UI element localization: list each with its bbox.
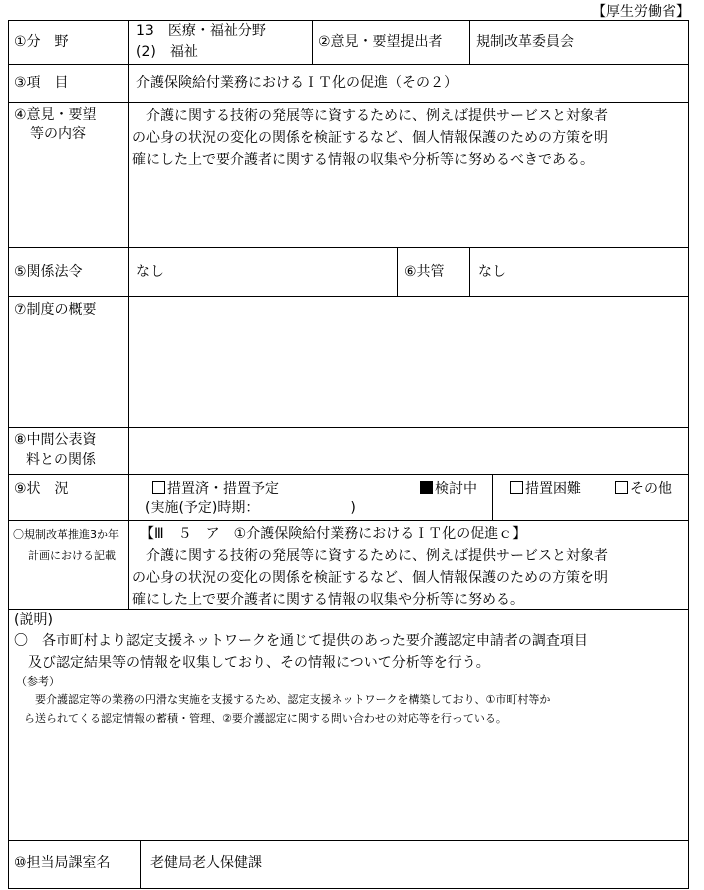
checkbox-filled-icon[interactable]: [420, 481, 433, 494]
plan-line: 確にした上で要介護者に関する情報の収集や分析等に努める。: [132, 592, 524, 608]
interim-label-line1: ⑧中間公表資: [14, 432, 97, 448]
status-option-done-label: 措置済・措置予定: [167, 481, 279, 497]
checkbox-empty-icon[interactable]: [615, 481, 628, 494]
ministry-tag: 【厚生労働省】: [592, 4, 690, 20]
request-content: [132, 105, 688, 171]
request-label-line1: ④意見・要望: [14, 107, 97, 123]
item-label: ③項 目: [14, 75, 69, 91]
plan-label-line2: 計画における記載: [28, 549, 116, 562]
bureau-label: ⑩担当局課室名: [14, 855, 111, 871]
status-option-difficult[interactable]: [510, 481, 581, 498]
status-option-review[interactable]: [420, 481, 477, 498]
explanation-line: 〇 各市町村より認定支援ネットワークを通じて提供のあった要介護認定申請者の調査項目: [14, 633, 588, 649]
plan-heading: 【Ⅲ ５ ア ①介護保険給付業務におけるＩＴ化の促進ｃ】: [140, 526, 527, 542]
request-line: の心身の状況の変化の関係を検証するなど、個人情報保護のための方策を明: [132, 130, 608, 146]
plan-line: の心身の状況の変化の関係を検証するなど、個人情報保護のための方策を明: [132, 570, 608, 586]
submitter-value: 規制改革委員会: [476, 34, 574, 50]
checkbox-empty-icon[interactable]: [510, 481, 523, 494]
request-line: 確にした上で要介護者に関する情報の収集や分析等に努めるべきである。: [132, 152, 594, 168]
status-option-difficult-label: 措置困難: [525, 481, 581, 497]
law-value: なし: [136, 264, 164, 280]
bureau-value: 老健局老人保健課: [150, 855, 262, 871]
field-value-line2: (2) 福祉: [136, 44, 198, 60]
status-option-review-label: 検討中: [435, 481, 477, 497]
overview-label: ⑦制度の概要: [14, 302, 97, 318]
interim-label-line2: 料との関係: [26, 452, 96, 468]
plan-line: 介護に関する技術の発展等に資するために、例えば提供サービスと対象者: [132, 548, 608, 564]
plan-content: [132, 545, 688, 611]
checkbox-empty-icon[interactable]: [152, 481, 165, 494]
field-label: ①分 野: [14, 34, 69, 50]
submitter-label: ②意見・要望提出者: [318, 34, 443, 50]
explanation-heading: (説明): [14, 612, 53, 628]
status-option-other-label: その他: [630, 481, 672, 497]
reference-line: 要介護認定等の業務の円滑な実施を支援するため、認定支援ネットワークを構築しており、①市町村等か: [24, 693, 551, 706]
status-label: ⑨状 況: [14, 481, 69, 497]
field-value-line1: 13 医療・福祉分野: [136, 23, 266, 39]
joint-value: なし: [478, 264, 506, 280]
law-label: ⑤関係法令: [14, 264, 83, 280]
status-option-other[interactable]: [615, 481, 672, 498]
status-timing: (実施(予定)時期： ): [145, 500, 356, 516]
explanation-content: [14, 630, 688, 674]
reference-line: ら送られてくる認定情報の蓄積・管理、②要介護認定に関する問い合わせの対応等を行っている。: [24, 712, 507, 725]
status-option-done[interactable]: [152, 481, 279, 498]
joint-label: ⑥共管: [404, 264, 445, 280]
request-label-line2: 等の内容: [30, 126, 86, 142]
plan-label-line1: 〇規制改革推進3か年: [13, 528, 119, 541]
request-line: 介護に関する技術の発展等に資するために、例えば提供サービスと対象者: [132, 108, 608, 124]
reference-heading: （参考）: [16, 675, 60, 688]
explanation-line: 及び認定結果等の情報を収集しており、その情報について分析等を行う。: [14, 655, 490, 671]
item-value: 介護保険給付業務におけるＩＴ化の促進（その２）: [136, 75, 458, 91]
reference-content: [24, 690, 688, 728]
